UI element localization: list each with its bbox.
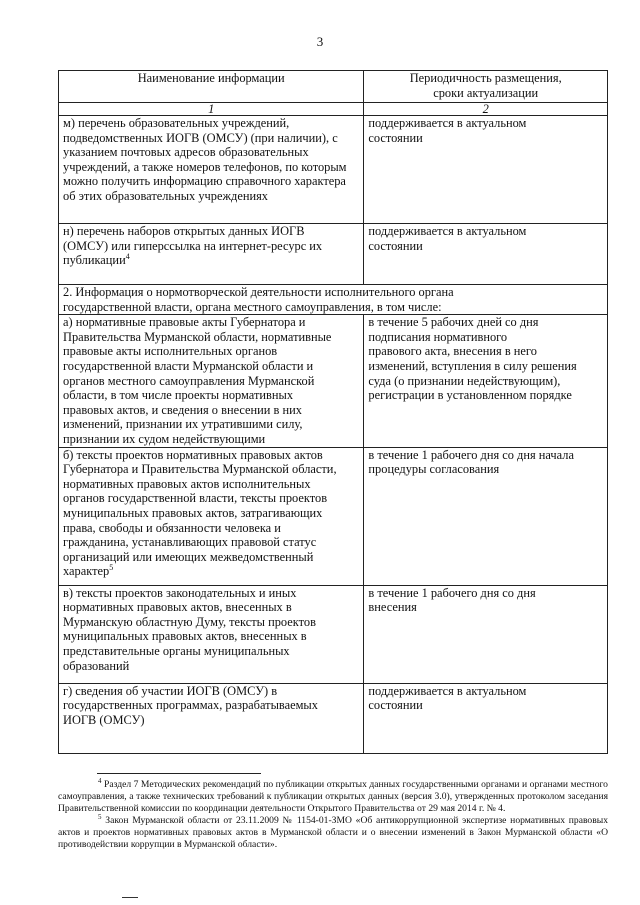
- cell-line: изменений, вступления в силу решения: [368, 358, 577, 373]
- cell-line: Губернатора и Правительства Мурманской области,: [63, 462, 337, 477]
- cell-line: поддерживается в актуальном: [368, 683, 527, 698]
- cell-line: [63, 564, 359, 579]
- row-period-cell: [364, 585, 608, 683]
- cell-line: муниципальных правовых актов, внесенных в: [63, 629, 307, 644]
- footnote-reference: 4: [125, 252, 130, 262]
- cell-line: в течение 1 рабочего дня со дня: [368, 585, 536, 600]
- footnote-mark: 4: [98, 776, 102, 785]
- table-row: [59, 683, 608, 753]
- row-information-cell: [59, 585, 364, 683]
- cell-line: состоянии: [368, 698, 423, 713]
- cell-line: состоянии: [368, 130, 423, 145]
- row-information-cell: [59, 315, 364, 447]
- footnote: [58, 815, 608, 850]
- cell-line: органов государственной власти, тексты проектов: [63, 491, 328, 506]
- cell-line: процедуры согласования: [368, 462, 500, 477]
- cell-line: н) перечень наборов открытых данных ИОГВ: [63, 224, 305, 238]
- footnote-separator: [97, 773, 261, 774]
- information-table: [58, 70, 608, 754]
- cell-line: поддерживается в актуальном: [368, 116, 527, 130]
- cell-line: внесения: [368, 600, 417, 615]
- cell-text: характер: [63, 564, 110, 579]
- bottom-mark: [122, 897, 138, 898]
- table-header-row: [59, 71, 608, 103]
- footnote-reference: 5: [109, 563, 114, 573]
- cell-line: ИОГВ (ОМСУ): [63, 712, 145, 727]
- cell-line: права, свободы и обязанности человека и: [63, 520, 281, 535]
- row-period-cell: [364, 447, 608, 585]
- header-information-name: Наименование информации: [59, 71, 364, 103]
- cell-line: муниципальных правовых актов, затрагивающих: [63, 505, 323, 520]
- cell-line: нормативных правовых актов исполнительных: [63, 476, 311, 491]
- cell-line: м) перечень образовательных учреждений,: [63, 116, 290, 130]
- cell-line: государственных программах, разрабатываемых: [63, 698, 318, 713]
- section-heading-line: 2. Информация о нормотворческой деятельности исполнительного органа: [63, 285, 454, 299]
- row-information-cell: [59, 683, 364, 753]
- cell-line: можно получить информацию справочного характера: [63, 174, 346, 189]
- section-row: [59, 285, 608, 315]
- header-periodicity: [364, 71, 608, 103]
- cell-line: [63, 253, 359, 268]
- section-heading-line: государственной власти, органа местного самоуправления, в том числе:: [63, 299, 442, 314]
- cell-line: гражданина, устанавливающих правовой статус: [63, 535, 317, 550]
- cell-line: нормативных правовых актов, внесенных в: [63, 600, 292, 615]
- cell-line: подписания нормативного: [368, 329, 508, 344]
- header-periodicity-line: сроки актуализации: [433, 85, 539, 100]
- cell-text: публикации: [63, 253, 126, 268]
- footnote-text: Раздел 7 Методических рекомендаций по публикации открытых данных государственными органами и органами местного самоуправления, а также технических требований к публикации открытых данных (версия 3.0), утвержденных протоколом заседания Правительственной комиссии по координации деятельности Открытого Правительства от 29 мая 2014 г. № 4.: [58, 779, 608, 814]
- cell-line: организаций или имеющих межведомственный: [63, 549, 314, 564]
- cell-line: суда (о признании недействующим),: [368, 373, 561, 388]
- cell-line: правовых актов, и сведения о внесении в них: [63, 402, 302, 417]
- cell-line: в) тексты проектов законодательных и иных: [63, 585, 297, 600]
- page-number: 3: [316, 34, 324, 49]
- cell-line: органов местного самоуправления Мурманской: [63, 373, 315, 388]
- cell-line: указанием почтовых адресов образовательных: [63, 145, 309, 160]
- footnotes: [58, 776, 609, 852]
- row-information-cell: [59, 224, 364, 285]
- cell-line: Правительства Мурманской области, нормативные: [63, 329, 332, 344]
- column-number-1: 1: [59, 103, 364, 116]
- cell-line: б) тексты проектов нормативных правовых актов: [63, 447, 323, 462]
- row-period-cell: [364, 315, 608, 447]
- cell-line: правовые акты исполнительных органов: [63, 344, 278, 359]
- table-row: [59, 585, 608, 683]
- cell-line: признании их судом недействующими: [63, 431, 266, 446]
- row-information-cell: [59, 447, 364, 585]
- cell-line: (ОМСУ) или гиперссылка на интернет-ресурс их: [63, 238, 323, 253]
- cell-line: подведомственных ИОГВ (ОМСУ) (при наличии), с: [63, 130, 338, 145]
- cell-line: состоянии: [368, 238, 423, 253]
- table-row: [59, 447, 608, 585]
- cell-line: г) сведения об участии ИОГВ (ОМСУ) в: [63, 683, 278, 698]
- table-row: [59, 116, 608, 224]
- footnote: [58, 776, 608, 814]
- footnote-text: Закон Мурманской области от 23.11.2009 № 1154-01-ЗМО «Об антикоррупционной экспертизе нормативных правовых актов и проектов нормативных правовых актов в Мурманской области и о внесении изменений в Закон Мурманской области «О противодействии коррупции в Мурманской области».: [58, 815, 609, 850]
- cell-line: изменений, признании их утратившими силу,: [63, 417, 303, 432]
- cell-line: в течение 1 рабочего дня со дня начала: [368, 447, 574, 462]
- table-row: [59, 315, 608, 447]
- footnote-mark: 5: [98, 813, 102, 822]
- cell-line: в течение 5 рабочих дней со дня: [368, 315, 539, 330]
- row-period-cell: [364, 683, 608, 753]
- cell-line: правового акта, внесения в него: [368, 344, 537, 359]
- header-periodicity-line: Периодичность размещения,: [409, 71, 562, 85]
- section-heading: [59, 285, 608, 315]
- column-number-row: [59, 103, 608, 116]
- cell-line: поддерживается в актуальном: [368, 224, 527, 238]
- cell-line: Мурманскую областную Думу, тексты проектов: [63, 614, 316, 629]
- cell-line: образований: [63, 658, 130, 673]
- column-number-2: 2: [364, 103, 608, 116]
- row-period-cell: [364, 116, 608, 224]
- cell-line: представительные органы муниципальных: [63, 643, 290, 658]
- table-row: [59, 224, 608, 285]
- cell-line: учреждений, а также номеров телефонов, по которым: [63, 159, 347, 174]
- cell-line: регистрации в установленном порядке: [368, 388, 572, 403]
- cell-line: об этих образовательных учреждениях: [63, 188, 268, 203]
- row-period-cell: [364, 224, 608, 285]
- cell-line: государственной власти Мурманской области и: [63, 358, 314, 373]
- row-information-cell: [59, 116, 364, 224]
- cell-line: а) нормативные правовые акты Губернатора и: [63, 315, 306, 330]
- cell-line: области, в том числе проекты нормативных: [63, 388, 294, 403]
